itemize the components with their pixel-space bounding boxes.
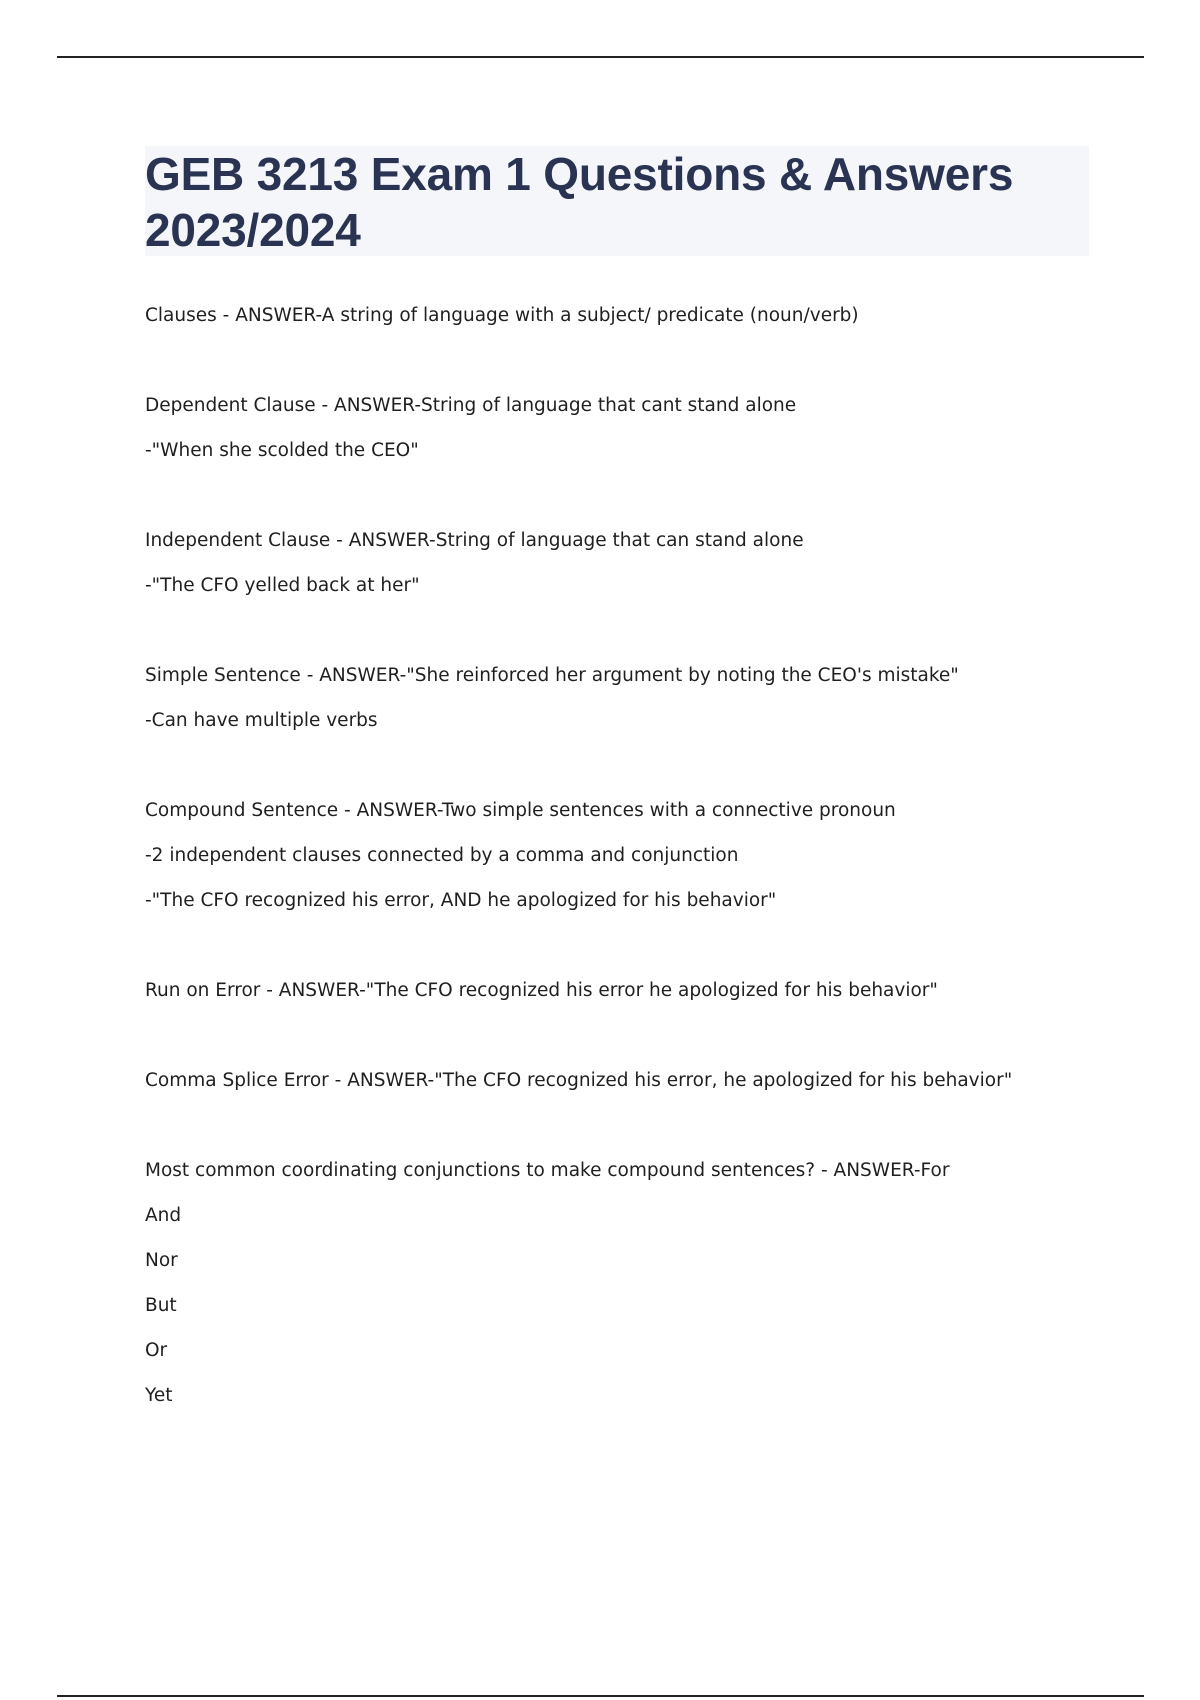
qa-question-line: Dependent Clause - ANSWER-String of language that cant stand alone (145, 395, 797, 416)
qa-question-line: Simple Sentence - ANSWER-"She reinforced her argument by noting the CEO's mistake" (145, 665, 959, 686)
qa-item (145, 1155, 1095, 1425)
qa-item (145, 525, 1095, 615)
qa-answer-line: -"The CFO yelled back at her" (145, 575, 420, 596)
title-banner (145, 146, 1089, 256)
qa-question-line: Compound Sentence - ANSWER-Two simple sentences with a connective pronoun (145, 800, 896, 821)
qa-answer-line: But (145, 1295, 177, 1316)
qa-answer-line: Or (145, 1340, 168, 1361)
qa-question-line: Independent Clause - ANSWER-String of language that can stand alone (145, 530, 804, 551)
title-line-2: 2023/2024 (145, 204, 361, 256)
bottom-divider (57, 1695, 1144, 1697)
qa-answer-line: Yet (145, 1385, 173, 1406)
qa-question-line: Most common coordinating conjunctions to make compound sentences? - ANSWER-For (145, 1160, 950, 1181)
top-divider (57, 56, 1144, 58)
document-title (145, 146, 1089, 258)
qa-question-line: Clauses - ANSWER-A string of language with a subject/ predicate (noun/verb) (145, 305, 859, 326)
qa-list (145, 300, 1095, 1470)
qa-item (145, 660, 1095, 750)
qa-question-line: Comma Splice Error - ANSWER-"The CFO recognized his error, he apologized for his behavior" (145, 1070, 1013, 1091)
qa-question-line: Run on Error - ANSWER-"The CFO recognized his error he apologized for his behavior" (145, 980, 938, 1001)
qa-item (145, 390, 1095, 480)
qa-answer-line: -Can have multiple verbs (145, 710, 378, 731)
qa-item (145, 795, 1095, 930)
title-line-1: GEB 3213 Exam 1 Questions & Answers (145, 148, 1014, 200)
qa-answer-line: -2 independent clauses connected by a comma and conjunction (145, 845, 739, 866)
qa-answer-line: Nor (145, 1250, 178, 1271)
qa-item (145, 1065, 1095, 1110)
qa-answer-line: -"The CFO recognized his error, AND he apologized for his behavior" (145, 890, 777, 911)
qa-answer-line: -"When she scolded the CEO" (145, 440, 419, 461)
qa-item (145, 975, 1095, 1020)
qa-item (145, 300, 1095, 345)
qa-answer-line: And (145, 1205, 182, 1226)
